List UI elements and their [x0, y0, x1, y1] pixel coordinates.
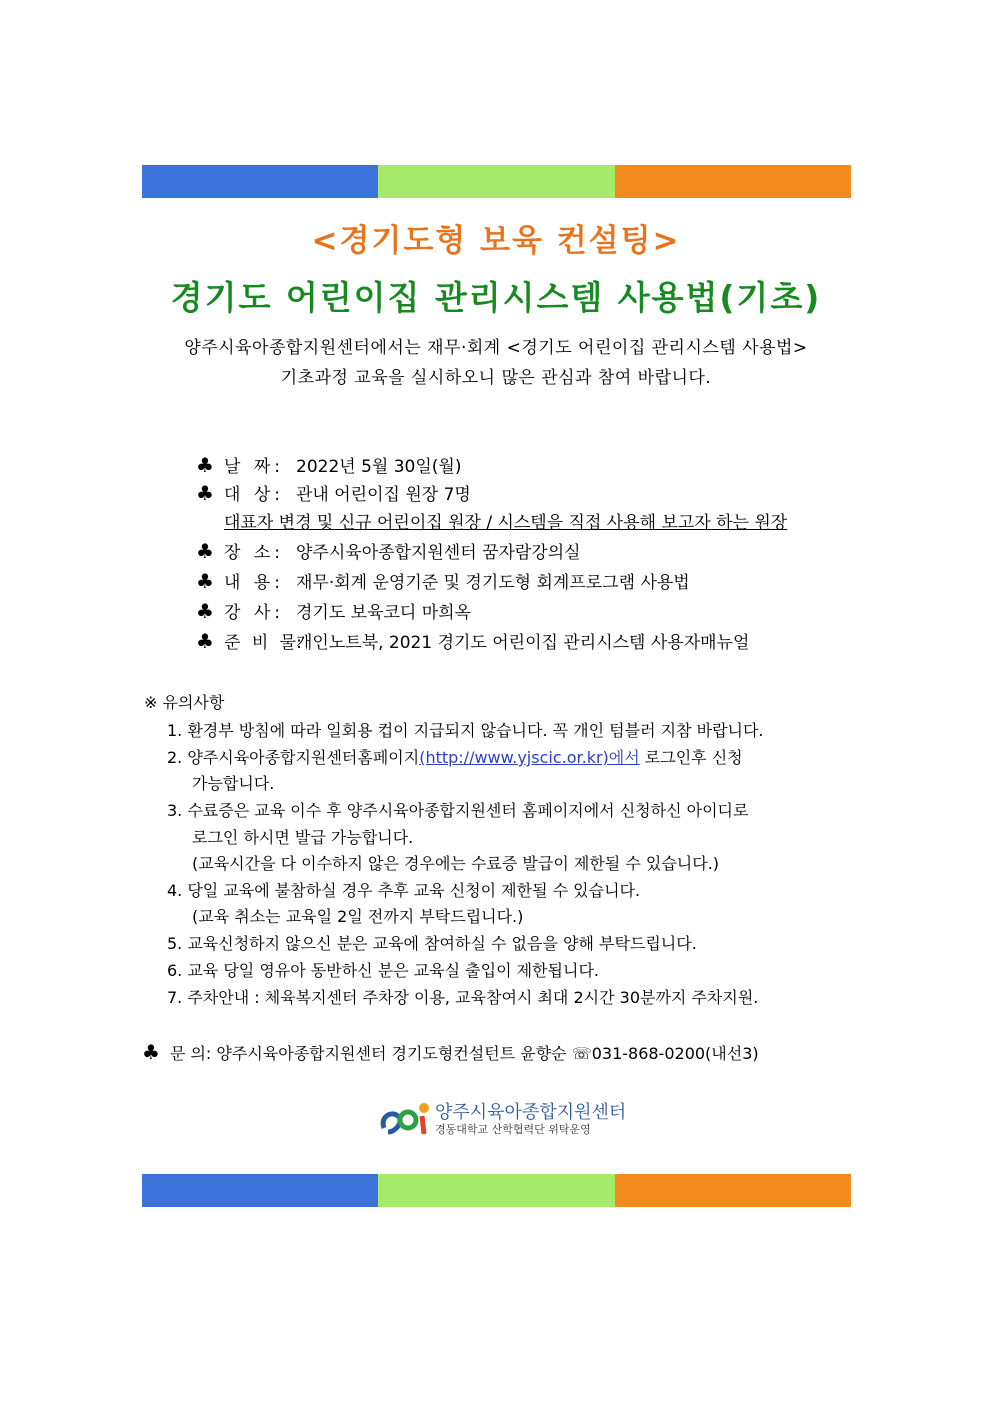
club-icon: ♣ [196, 481, 214, 505]
bar-segment-green [378, 1174, 614, 1207]
homepage-link[interactable]: (http://www.yjscic.or.kr)에서 [419, 748, 640, 767]
target-detail: 대표자 변경 및 신규 어린이집 원장 / 시스템을 직접 사용해 보고자 하는 원장 [224, 513, 788, 533]
info-value: 2022년 5월 30일(월) [296, 457, 462, 477]
info-instructor [196, 597, 471, 625]
page-title: 경기도 어린이집 관리시스템 사용법(기초) [170, 278, 822, 317]
info-label: 준 비 물: [224, 633, 302, 653]
intro-line-1: 양주시육아종합지원센터에서는 재무·회계 <경기도 어린이집 관리시스템 사용법> [184, 338, 808, 358]
note-3-cont-1: 로그인 하시면 발급 가능합니다. [192, 828, 414, 847]
info-place [196, 537, 581, 565]
club-icon: ♣ [142, 1040, 160, 1064]
bar-segment-blue [142, 1174, 378, 1207]
page-subtitle: <경기도형 보육 컨설팅> [311, 223, 681, 259]
note-6: 6. 교육 당일 영유아 동반하신 분은 교육실 출입이 제한됩니다. [167, 961, 599, 980]
note-4-cont: (교육 취소는 교육일 2일 전까지 부탁드립니다.) [192, 907, 524, 926]
contact-line [142, 1040, 759, 1064]
center-logo [378, 1098, 638, 1140]
info-value: 경기도 보육코디 마희옥 [296, 603, 472, 623]
bar-segment-blue [142, 165, 378, 198]
info-label: 장 소: [224, 543, 284, 563]
info-label: 내 용: [224, 573, 284, 593]
info-value: 관내 어린이집 원장 7명 [296, 485, 471, 505]
bar-segment-green [378, 165, 614, 198]
club-icon: ♣ [196, 569, 214, 593]
contact-text: 문 의: 양주시육아종합지원센터 경기도형컨설턴트 윤향순 ☏031-868-0200(내선3) [169, 1044, 759, 1063]
note-5: 5. 교육신청하지 않으신 분은 교육에 참여하실 수 없음을 양해 부탁드립니다. [167, 934, 697, 953]
club-icon: ♣ [196, 629, 214, 653]
notes-heading: ※ 유의사항 [144, 693, 225, 712]
note-4: 4. 당일 교육에 불참하실 경우 추후 교육 신청이 제한될 수 있습니다. [167, 881, 641, 900]
info-label: 대 상: [224, 485, 284, 505]
info-date [196, 451, 461, 479]
club-icon: ♣ [196, 599, 214, 623]
note-1: 1. 환경부 방침에 따라 일회용 컵이 지급되지 않습니다. 꼭 개인 텀블러 지참 바랍니다. [167, 721, 764, 740]
info-materials [196, 627, 749, 655]
bar-segment-orange [615, 165, 851, 198]
info-label: 강 사: [224, 603, 284, 623]
note-2-text-end: 로그인후 신청 [639, 748, 743, 767]
logo-mark-icon [378, 1098, 434, 1140]
info-content [196, 567, 690, 595]
info-label: 날 짜: [224, 457, 284, 477]
club-icon: ♣ [196, 539, 214, 563]
info-value: 개인노트북, 2021 경기도 어린이집 관리시스템 사용자매뉴얼 [296, 633, 750, 653]
note-2-text: 2. 양주시육아종합지원센터홈페이지 [167, 748, 420, 767]
info-value: 양주시육아종합지원센터 꿈자람강의실 [296, 543, 581, 563]
note-7: 7. 주차안내 : 체육복지센터 주차장 이용, 교육참여시 최대 2시간 30분까지 주차지원. [167, 988, 759, 1007]
bar-segment-orange [615, 1174, 851, 1207]
logo-subtext: 경동대학교 산학협력단 위탁운영 [435, 1123, 591, 1136]
intro-line-2: 기초과정 교육을 실시하오니 많은 관심과 참여 바랍니다. [280, 368, 712, 388]
note-2-cont: 가능합니다. [192, 774, 275, 793]
club-icon: ♣ [196, 453, 214, 477]
logo-name: 양주시육아종합지원센터 [435, 1102, 627, 1123]
info-target [196, 479, 471, 507]
bottom-color-bar [142, 1174, 851, 1207]
note-3-cont-2: (교육시간을 다 이수하지 않은 경우에는 수료증 발급이 제한될 수 있습니다.) [192, 854, 720, 873]
intro-text [0, 333, 992, 393]
info-value: 재무·회계 운영기준 및 경기도형 회계프로그램 사용법 [296, 573, 690, 593]
note-3: 3. 수료증은 교육 이수 후 양주시육아종합지원센터 홈페이지에서 신청하신 아이디로 [167, 801, 749, 820]
top-color-bar [142, 165, 851, 198]
note-2 [167, 745, 743, 771]
